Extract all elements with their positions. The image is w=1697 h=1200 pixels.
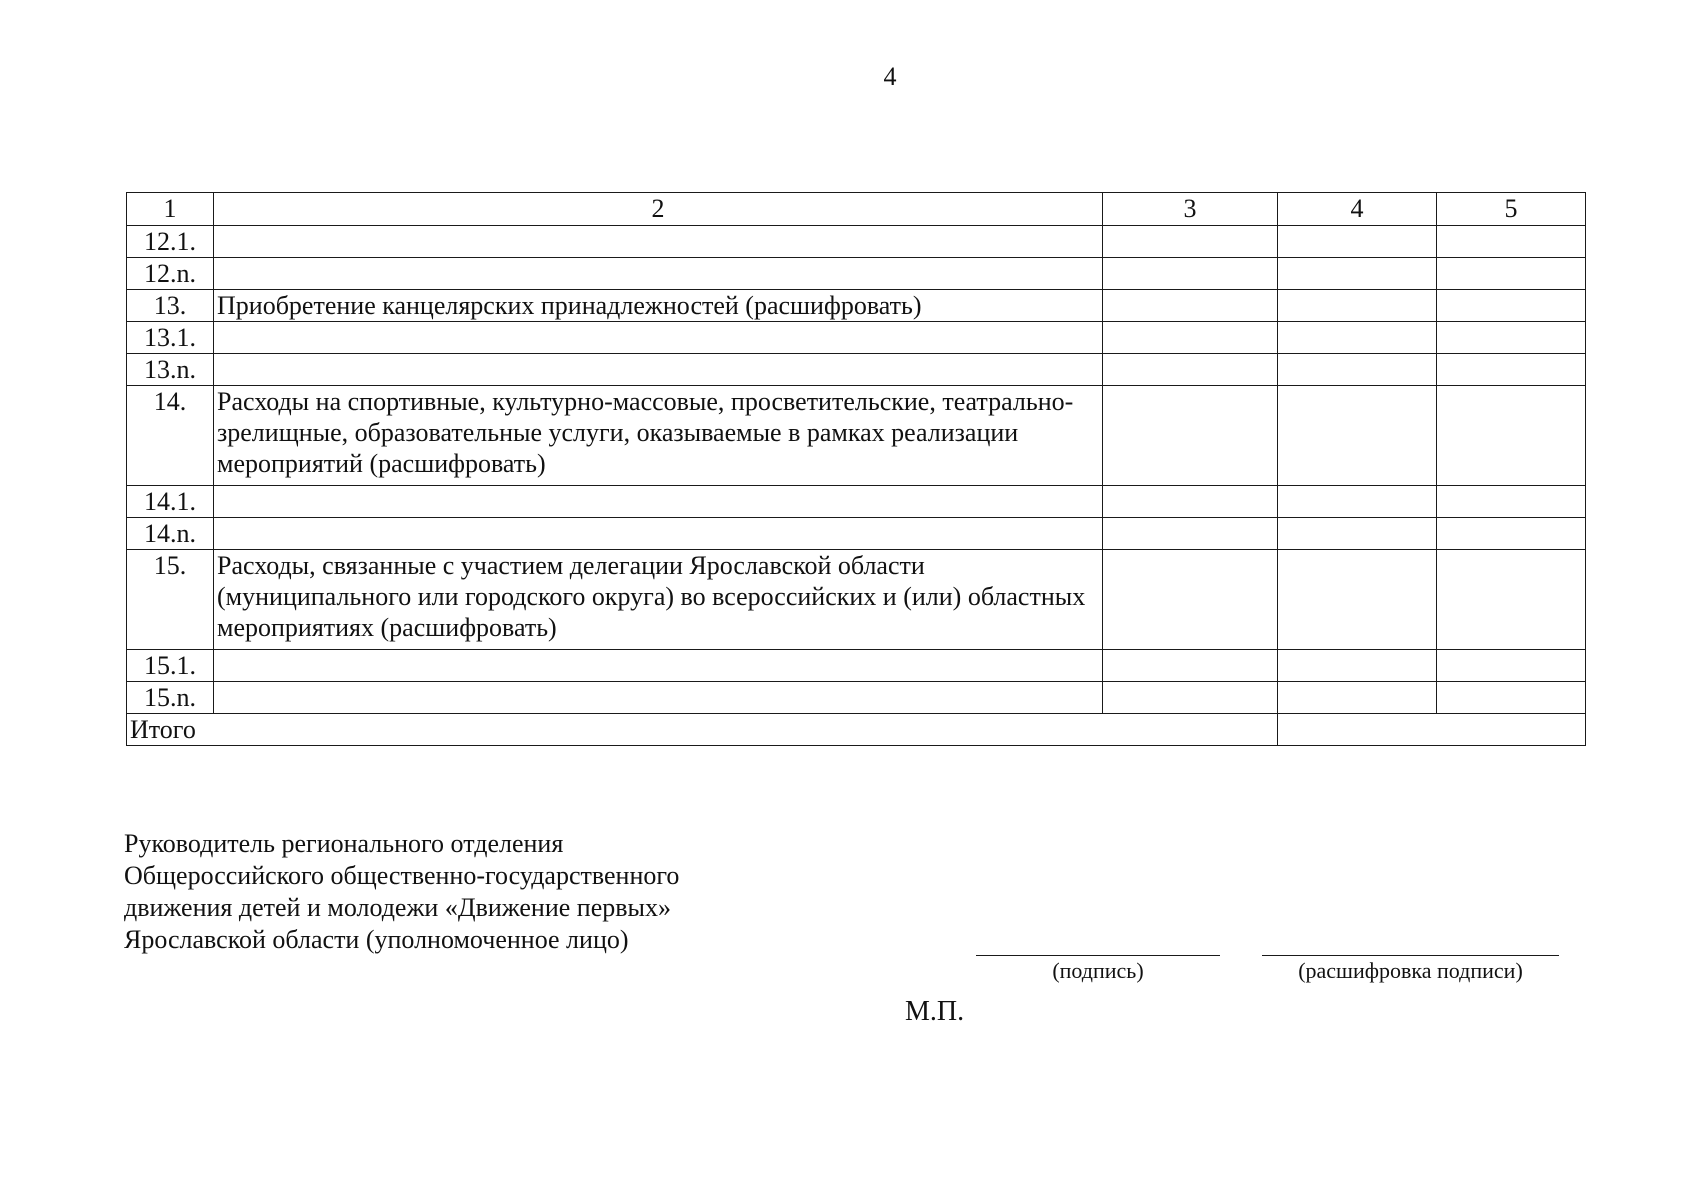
row-number: 13.1. bbox=[127, 322, 214, 354]
row-description bbox=[214, 354, 1103, 386]
table-row bbox=[127, 322, 1586, 354]
row-number: 15.n. bbox=[127, 682, 214, 714]
row-description: Приобретение канцелярских принадлежностей (расшифровать) bbox=[214, 290, 1103, 322]
column-header: 1 bbox=[127, 193, 214, 226]
row-description: Расходы на спортивные, культурно-массовые, просветительские, театрально-зрелищные, образовательные услуги, оказываемые в рамках реализации мероприятий (расшифровать) bbox=[214, 386, 1103, 486]
value-cell bbox=[1437, 650, 1586, 682]
value-cell bbox=[1437, 322, 1586, 354]
row-number: 12.n. bbox=[127, 258, 214, 290]
value-cell bbox=[1103, 386, 1278, 486]
table-row bbox=[127, 226, 1586, 258]
row-description bbox=[214, 518, 1103, 550]
value-cell bbox=[1103, 486, 1278, 518]
value-cell bbox=[1437, 682, 1586, 714]
table-row bbox=[127, 486, 1586, 518]
value-cell bbox=[1437, 258, 1586, 290]
stamp-place: М.П. bbox=[905, 996, 965, 1027]
row-description: Расходы, связанные с участием делегации Ярославской области (муниципального или городского округа) во всероссийских и (или) областных мероприятиях (расшифровать) bbox=[214, 550, 1103, 650]
total-value-cell bbox=[1278, 714, 1586, 746]
row-number: 14. bbox=[127, 386, 214, 486]
row-number: 15. bbox=[127, 550, 214, 650]
value-cell bbox=[1103, 650, 1278, 682]
table-row bbox=[127, 650, 1586, 682]
table-row bbox=[127, 682, 1586, 714]
value-cell bbox=[1278, 650, 1437, 682]
value-cell bbox=[1103, 290, 1278, 322]
value-cell bbox=[1278, 386, 1437, 486]
column-header: 5 bbox=[1437, 193, 1586, 226]
value-cell bbox=[1103, 322, 1278, 354]
value-cell bbox=[1437, 550, 1586, 650]
column-header: 3 bbox=[1103, 193, 1278, 226]
row-number: 13. bbox=[127, 290, 214, 322]
value-cell bbox=[1103, 226, 1278, 258]
row-number: 15.1. bbox=[127, 650, 214, 682]
value-cell bbox=[1103, 354, 1278, 386]
row-description bbox=[214, 226, 1103, 258]
page-number: 4 bbox=[883, 62, 897, 91]
column-header: 4 bbox=[1278, 193, 1437, 226]
value-cell bbox=[1278, 486, 1437, 518]
row-description bbox=[214, 650, 1103, 682]
total-row bbox=[127, 714, 1586, 746]
table-header-row bbox=[127, 193, 1586, 226]
row-description bbox=[214, 486, 1103, 518]
signatory-title bbox=[124, 828, 679, 956]
value-cell bbox=[1278, 354, 1437, 386]
row-number: 13.n. bbox=[127, 354, 214, 386]
row-number: 12.1. bbox=[127, 226, 214, 258]
row-description bbox=[214, 258, 1103, 290]
value-cell bbox=[1437, 226, 1586, 258]
row-number: 14.n. bbox=[127, 518, 214, 550]
table-row bbox=[127, 386, 1586, 486]
table-row bbox=[127, 550, 1586, 650]
value-cell bbox=[1437, 386, 1586, 486]
signature-caption: (подпись) bbox=[1052, 958, 1144, 983]
decoding-caption: (расшифровка подписи) bbox=[1298, 958, 1523, 983]
value-cell bbox=[1103, 550, 1278, 650]
signature-line bbox=[976, 955, 1220, 956]
value-cell bbox=[1278, 550, 1437, 650]
row-number: 14.1. bbox=[127, 486, 214, 518]
total-label: Итого bbox=[127, 714, 1278, 746]
value-cell bbox=[1278, 518, 1437, 550]
value-cell bbox=[1437, 290, 1586, 322]
value-cell bbox=[1278, 290, 1437, 322]
table-row bbox=[127, 518, 1586, 550]
value-cell bbox=[1278, 322, 1437, 354]
value-cell bbox=[1103, 518, 1278, 550]
budget-table bbox=[126, 192, 1586, 746]
value-cell bbox=[1103, 682, 1278, 714]
signatory-line: Руководитель регионального отделения bbox=[124, 829, 564, 858]
value-cell bbox=[1278, 226, 1437, 258]
table-row bbox=[127, 290, 1586, 322]
value-cell bbox=[1278, 682, 1437, 714]
row-description bbox=[214, 682, 1103, 714]
table-row bbox=[127, 258, 1586, 290]
value-cell bbox=[1103, 258, 1278, 290]
value-cell bbox=[1437, 518, 1586, 550]
table-row bbox=[127, 354, 1586, 386]
column-header: 2 bbox=[214, 193, 1103, 226]
signatory-line: Общероссийского общественно-государственного bbox=[124, 861, 680, 890]
signatory-line: движения детей и молодежи «Движение первых» bbox=[124, 893, 672, 922]
decoding-line bbox=[1262, 955, 1559, 956]
signatory-line: Ярославской области (уполномоченное лицо) bbox=[124, 925, 629, 954]
value-cell bbox=[1437, 486, 1586, 518]
value-cell bbox=[1278, 258, 1437, 290]
value-cell bbox=[1437, 354, 1586, 386]
row-description bbox=[214, 322, 1103, 354]
